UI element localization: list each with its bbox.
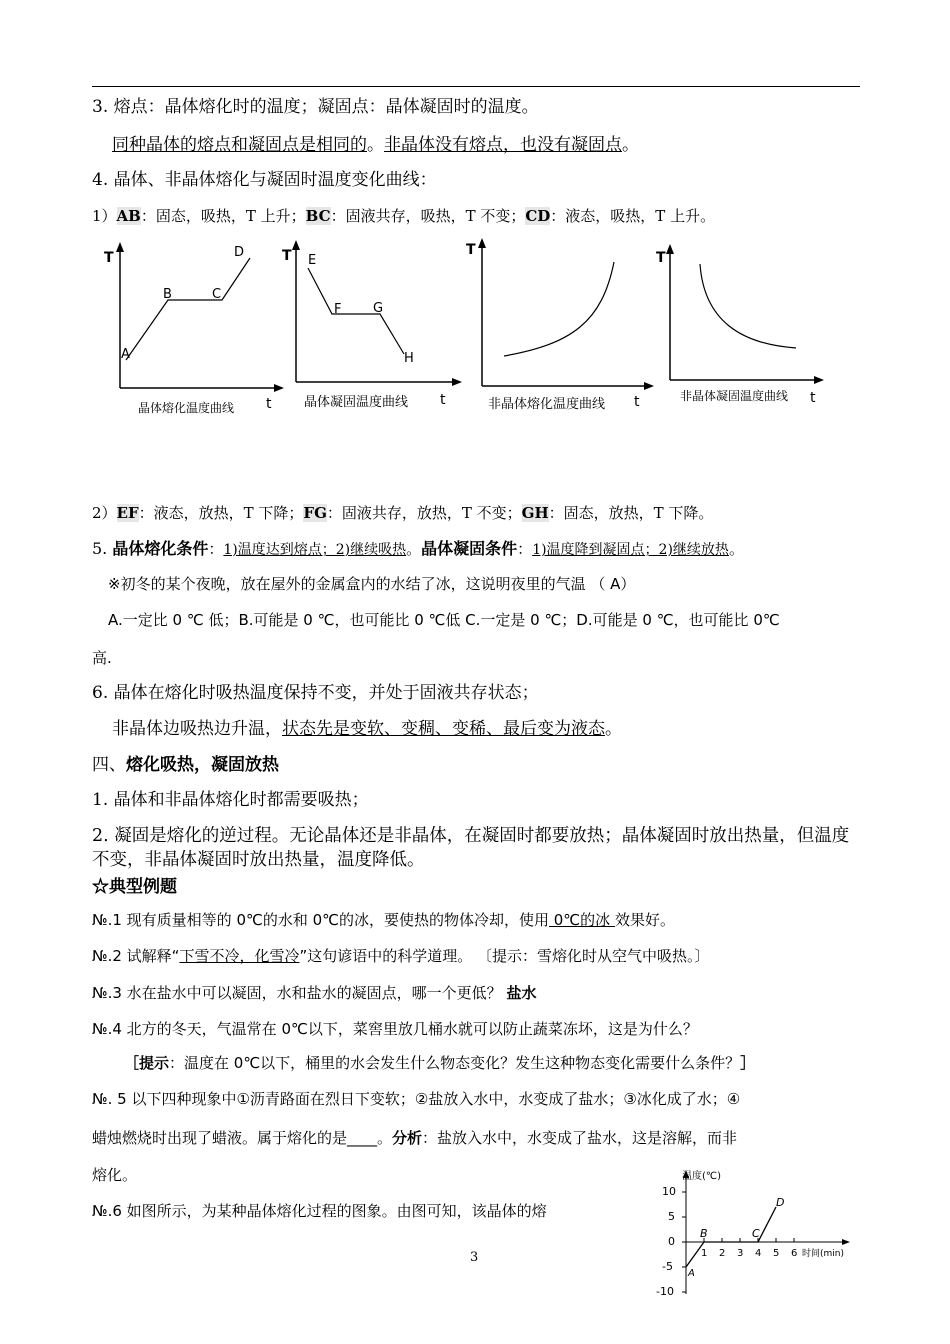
stage-ab-text: ：固态，吸热，T 上升； — [140, 207, 306, 225]
example-4-hint — [124, 1052, 755, 1074]
stage-ef-text: ：液态，放热，T 下降； — [138, 504, 304, 522]
point-d-label: D — [234, 245, 245, 260]
y-tick: 5 — [668, 1210, 675, 1223]
melting-conditions: 1)温度达到熔点；2)继续吸热 — [223, 542, 407, 558]
melting-point-note — [112, 134, 639, 156]
example-1-end: 效果好。 — [614, 911, 675, 929]
example-1 — [92, 909, 675, 931]
x-tick: 3 — [737, 1248, 744, 1259]
graph-caption: 非晶体熔化温度曲线 — [488, 397, 606, 412]
y-axis-label: 温度(℃) — [682, 1171, 722, 1182]
solidifying-stages — [92, 502, 713, 524]
x-tick: 2 — [719, 1248, 726, 1259]
y-tick: 10 — [662, 1185, 676, 1198]
curve-section-title: 4. 晶体、非晶体熔化与凝固时温度变化曲线： — [92, 170, 437, 190]
example-3 — [92, 982, 536, 1004]
solidifying-note: 2. 凝固是熔化的逆过程。无论晶体还是非晶体，在凝固时都要放热；晶体凝固时放出热量，但温度不变，非晶体凝固时放出热量，温度降低。 — [92, 826, 850, 870]
conditions-line — [92, 538, 744, 561]
hint-close: ］ — [740, 1054, 756, 1072]
segment-gh: GH — [521, 504, 549, 522]
y-tick: -10 — [656, 1285, 674, 1298]
axis-t-label: T — [466, 242, 476, 258]
point-c-label: C — [212, 287, 222, 302]
x-tick: 5 — [773, 1248, 780, 1259]
examples-heading: ☆典型例题 — [92, 877, 177, 897]
graph-caption: 非晶体凝固温度曲线 — [680, 389, 789, 403]
graph-caption: 晶体凝固温度曲线 — [304, 395, 409, 410]
example-3-answer: 盐水 — [506, 984, 537, 1002]
question-text: ※初冬的某个夜晚，放在屋外的金属盒内的水结了冰，这说明夜里的气温 （ A） — [108, 575, 636, 593]
absorb-heat-note: 1. 晶体和非晶体熔化时都需要吸热； — [92, 790, 369, 810]
axis-time-label: t — [810, 390, 816, 406]
stage-gh-text: ：固态，放热，T 下降。 — [548, 504, 714, 522]
example-4: №.4 北方的冬天，气温常在 0℃以下，菜窖里放几桶水就可以防止蔬菜冻坏，这是为什么？ — [92, 1020, 698, 1038]
stage-cd-text: ：液态，吸热，T 上升。 — [550, 207, 716, 225]
x-tick: 6 — [791, 1248, 798, 1259]
item-number: 5. — [92, 539, 113, 558]
melting-process-graph — [648, 1166, 858, 1304]
y-tick: 0 — [668, 1235, 675, 1248]
melting-stages — [92, 205, 715, 227]
punct: 。 — [622, 135, 639, 155]
point-a-label: A — [688, 1268, 695, 1279]
y-tick: -5 — [662, 1260, 673, 1273]
amorphous-solidifying-graph — [650, 240, 850, 420]
part-title: 熔化吸热，凝固放热 — [126, 755, 279, 775]
analysis-label: 分析 — [392, 1129, 423, 1147]
crystal-melting-graph — [100, 240, 290, 424]
point-e-label: E — [308, 253, 317, 268]
segment-fg: FG — [303, 504, 327, 522]
point-d-label: D — [776, 1196, 785, 1209]
header-rule — [92, 86, 860, 87]
answer-options: A.一定比 0 ℃ 低；B.可能是 0 ℃，也可能比 0 ℃低 C.一定是 0 ℃；D.可能是 0 ℃，也可能比 0℃ — [108, 611, 780, 629]
punct: 。 — [406, 540, 422, 558]
punct: 。 — [367, 135, 384, 155]
axis-t-label: T — [282, 248, 292, 264]
axis-time-label: t — [266, 396, 272, 412]
example-1-text: №.1 现有质量相等的 0℃的水和 0℃的冰，要使热的物体冷却，使用 — [92, 911, 549, 929]
punct: 。 — [377, 1129, 393, 1147]
axis-t-label: T — [656, 250, 666, 266]
point-f-label: F — [334, 302, 342, 317]
example-5: №. 5 以下四种现象中①沥青路面在烈日下变软；②盐放入水中，水变成了盐水；③冰化成了水；④ — [92, 1090, 741, 1108]
point-g-label: G — [373, 301, 384, 316]
example-5-end: 熔化。 — [92, 1166, 138, 1184]
note-start: 非晶体边吸热边升温， — [112, 719, 282, 739]
part-four-heading — [92, 754, 279, 776]
part-number: 四、 — [92, 755, 126, 775]
stage-prefix: 2） — [92, 504, 117, 522]
x-tick: 1 — [701, 1248, 708, 1259]
punct: 。 — [605, 719, 622, 739]
crystal-melting-note: 6. 晶体在熔化时吸热温度保持不变，并处于固液共存状态； — [92, 683, 539, 703]
hint-text: ：温度在 0℃以下，桶里的水会发生什么物态变化？发生这种物态变化需要什么条件？ — [169, 1054, 741, 1072]
analysis-text: ：盐放入水中，水变成了盐水，这是溶解，而非 — [422, 1129, 738, 1147]
page-number: 3 — [470, 1250, 479, 1265]
colon: ： — [517, 540, 533, 558]
graph-caption: 晶体熔化温度曲线 — [138, 401, 235, 415]
axis-t-label: T — [104, 250, 114, 266]
x-tick: 4 — [755, 1248, 762, 1259]
colon: ： — [208, 540, 224, 558]
state-changes: 状态先是变软、变稠、变稀、最后变为液态 — [282, 719, 605, 739]
point-a-label: A — [121, 347, 130, 362]
example-5-text: 蜡烛燃烧时出现了蜡液。属于熔化的是 — [92, 1129, 348, 1147]
melting-condition-heading: 晶体熔化条件 — [112, 539, 209, 558]
amorphous-melting-graph — [462, 232, 662, 420]
segment-ef: EF — [116, 504, 139, 522]
amorphous-melting-note — [112, 718, 622, 740]
example-1-answer: 0℃的冰 — [549, 911, 615, 929]
segment-cd: CD — [525, 207, 551, 225]
proverb: 下雪不冷，化雪冷 — [179, 947, 300, 965]
amorphous-note: 非晶体没有熔点，也没有凝固点 — [384, 135, 622, 155]
hint-label: ［提示 — [124, 1054, 170, 1072]
solidifying-conditions: 1)温度降到凝固点；2)继续放热 — [532, 542, 729, 558]
example-5-cont — [92, 1127, 737, 1149]
point-b-label: B — [163, 287, 172, 302]
stage-bc-text: ：固液共存，吸热，T 不变； — [330, 207, 526, 225]
melting-point-definition: 3. 熔点：晶体熔化时的温度；凝固点：晶体凝固时的温度。 — [92, 97, 539, 117]
example-6: №.6 如图所示，为某种晶体熔化过程的图象。由图可知，该晶体的熔 — [92, 1202, 547, 1220]
point-c-label: C — [752, 1227, 760, 1240]
stage-fg-text: ：固液共存，放热，T 不变； — [326, 504, 522, 522]
stage-prefix: 1） — [92, 207, 117, 225]
point-h-label: H — [404, 351, 414, 366]
axis-time-label: t — [440, 392, 446, 408]
axis-time-label: t — [634, 394, 640, 410]
solidifying-condition-heading: 晶体凝固条件 — [421, 539, 518, 558]
example-2-text: №.2 试解释“ — [92, 947, 180, 965]
example-3-text: №.3 水在盐水中可以凝固，水和盐水的凝固点，哪一个更低？ — [92, 984, 507, 1002]
punct: 。 — [728, 540, 744, 558]
segment-bc: BC — [305, 207, 331, 225]
point-b-label: B — [700, 1227, 708, 1240]
same-point-note: 同种晶体的熔点和凝固点是相同的 — [112, 135, 367, 155]
answer-blank: ____ — [347, 1129, 378, 1147]
example-2-end: ”这句谚语中的科学道理。 〔提示：雪熔化时从空气中吸热。〕 — [299, 947, 710, 965]
example-2 — [92, 945, 710, 967]
x-axis-label: 时间(min) — [802, 1249, 844, 1259]
answer-options-cont: 高. — [92, 649, 112, 667]
crystal-solidifying-graph — [280, 236, 470, 420]
segment-ab: AB — [116, 207, 141, 225]
